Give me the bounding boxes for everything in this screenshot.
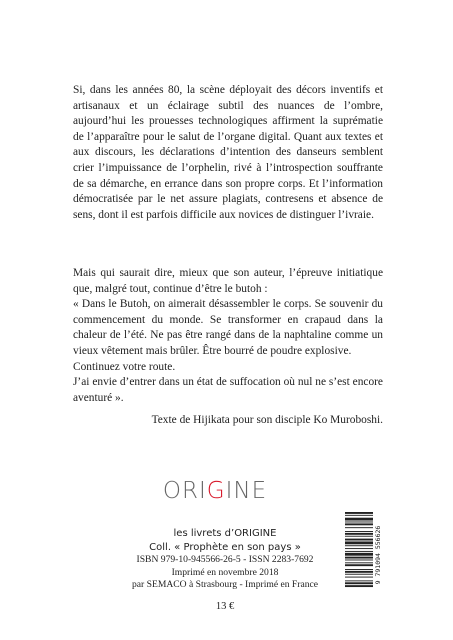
barcode-digits: 9 791094 556626 [374,525,382,585]
logo-part-2: INE [225,478,268,504]
collection-name: Coll. « Prophète en son pays » [149,542,301,553]
publisher-logo [150,478,280,504]
barcode-bar [345,569,373,570]
quote-line-1: « Dans le Butoh, on aimerait désassembler le corps. Se souvenir du commencement du monde. Se transformer en crapaud dans la chaleur de l’été. Ne pas être rangé dans de la naphtaline comme un vieux vêtement mais brûler. Être bourré de poudre explosive. [73,298,383,357]
paragraph-intro: Mais qui saurait dire, mieux que son auteur, l’épreuve initiatique que, malgré tout, continue d’être le butoh : [73,267,383,295]
barcode-bar [345,553,373,556]
printer-line: par SEMACO à Strasbourg - Imprimé en France [131,579,319,591]
barcode-bar [345,533,373,535]
barcode-bar [345,557,373,559]
barcode-bar [345,515,373,516]
barcode-bar [345,527,373,528]
barcode-bar [345,522,373,523]
paragraph-text: Si, dans les années 80, la scène déployait des décors inventifs et artisanaux et un éclairage subtil des nuances de l’ombre, aujourd’hui les prouesses technologiques affirment la suprématie de l’apparaître pour le salut de l’organe digital. Quant aux textes et aux discours, les déclarations d’intention des danseurs semblent crier l’impuissance de l’orphelin, rivé à l’introspection souffrante de sa démarche, en errance dans son propre corps. Et l’information démocratisée par le net assure plagiats, contresens et absence de sens, dont il est parfois difficile aux novices de distinguer l’ivraie. [73,84,383,221]
barcode-bar [345,580,373,581]
barcode-bar [345,564,373,566]
barcode-bar [345,574,373,575]
body-paragraph-1 [73,83,383,223]
isbn-barcode [345,510,385,600]
series-info [140,527,310,555]
barcode-bar [345,523,373,525]
quote-line-3: J’ai envie d’entrer dans un état de suffocation où nul ne s’est encore aventuré ». [73,376,383,404]
imprint-info [120,554,330,592]
price-tag: 13 € [215,601,235,612]
series-title: les livrets d’ORIGINE [173,528,277,539]
print-date: Imprimé en novembre 2018 [171,566,279,578]
barcode-bars [345,512,373,587]
logo-accent-letter: G [206,478,226,504]
barcode-bar [345,512,373,514]
barcode-bar [345,536,373,537]
barcode-bar [345,518,373,521]
barcode-bar [345,560,373,561]
barcode-bar [345,551,373,552]
barcode-bar [345,577,373,578]
barcode-bar [345,545,373,546]
barcode-bar [345,571,373,573]
barcode-bar [345,531,373,532]
barcode-bar [345,539,373,541]
barcode-bar [345,582,373,584]
barcode-bar [345,548,373,549]
barcode-bar [345,585,373,587]
isbn-line: ISBN 979-10-945566-26-5 - ISSN 2283-7692 [136,554,314,565]
barcode-bar [345,562,373,563]
quote-credit: Texte de Hijikata pour son disciple Ko Muroboshi. [151,414,383,426]
logo-part-1: ORI [162,478,207,504]
quote-line-2: Continuez votre route. [73,360,176,373]
body-paragraph-2 [73,266,383,406]
barcode-bar [345,541,373,544]
